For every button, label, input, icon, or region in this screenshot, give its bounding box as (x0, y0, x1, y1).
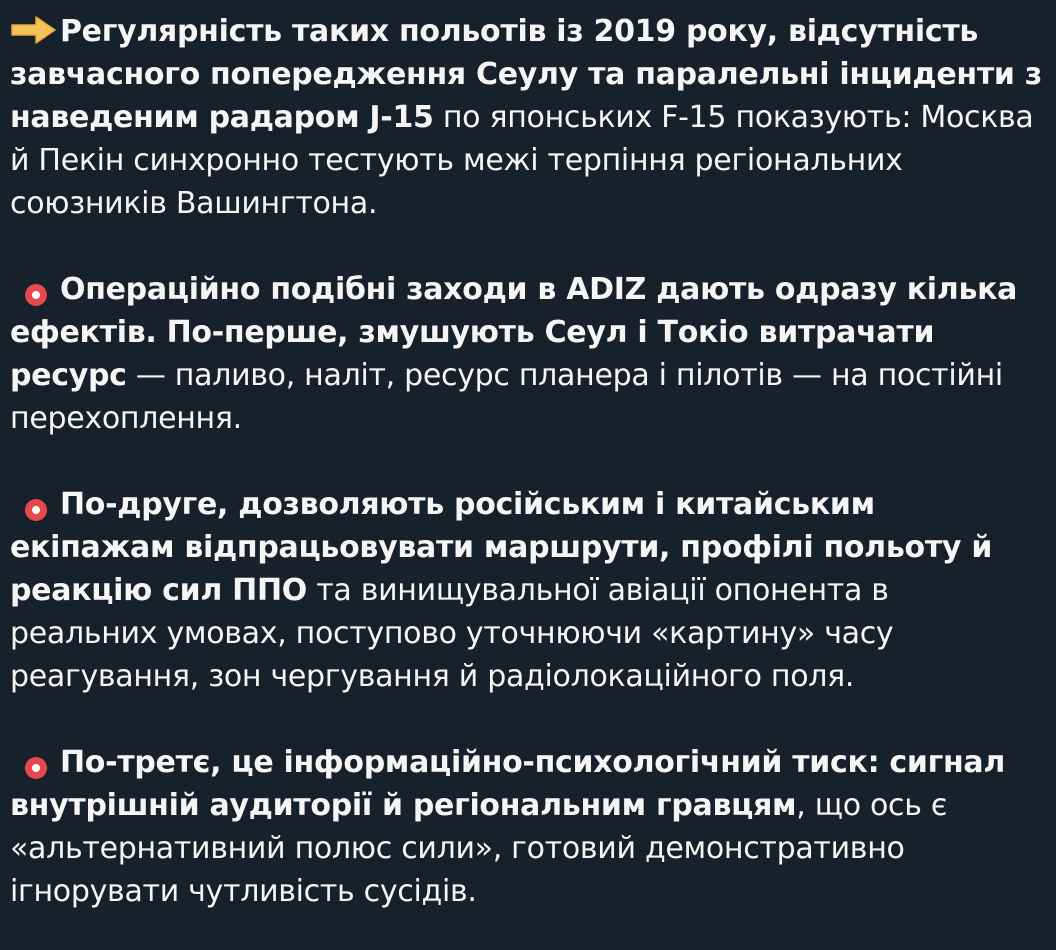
red-circle-icon (24, 749, 48, 773)
right-arrow-icon (10, 14, 58, 46)
paragraph-1 (10, 10, 1042, 225)
paragraph-1-text: по японських F-15 показують: Москва й Пекін синхронно тестують межі терпіння регіональних союзників Вашингтона. (10, 100, 1034, 221)
paragraph-4-bold: По-третє, це інформаційно-психологічний тиск: сигнал внутрішній аудиторії й регіональним гравцям (10, 745, 1006, 823)
red-circle-icon (24, 491, 48, 515)
paragraph-3 (10, 483, 1042, 698)
paragraph-3-bold: По-друге, дозволяють російським і китайським екіпажам відпрацьовувати маршрути, профілі польоту й реакцію сил ППО (10, 487, 993, 608)
paragraph-2-bold: Операційно подібні заходи в ADIZ дають одразу кілька ефектів. По-перше, змушують Сеул і Токіо витрачати ресурс (10, 272, 1018, 393)
paragraph-3-text: та винищувальної авіації опонента в реальних умовах, поступово уточнюючи «картину» часу реагування, зон чергування й радіолокаційного поля. (10, 573, 894, 694)
paragraph-1-bold: Регулярність таких польотів із 2019 року, відсутність завчасного попередження Сеулу та паралельні інциденти з наведеним радаром J-15 (10, 14, 1042, 135)
paragraph-4-text: , що ось є «альтернативний полюс сили», готовий демонстративно ігнорувати чутливість сусідів. (10, 788, 948, 909)
red-circle-icon (24, 276, 48, 300)
paragraph-2-text: — паливо, наліт, ресурс планера і пілотів — на постійні перехоплення. (10, 358, 1003, 436)
paragraph-4 (10, 741, 1042, 913)
paragraph-2 (10, 268, 1042, 440)
